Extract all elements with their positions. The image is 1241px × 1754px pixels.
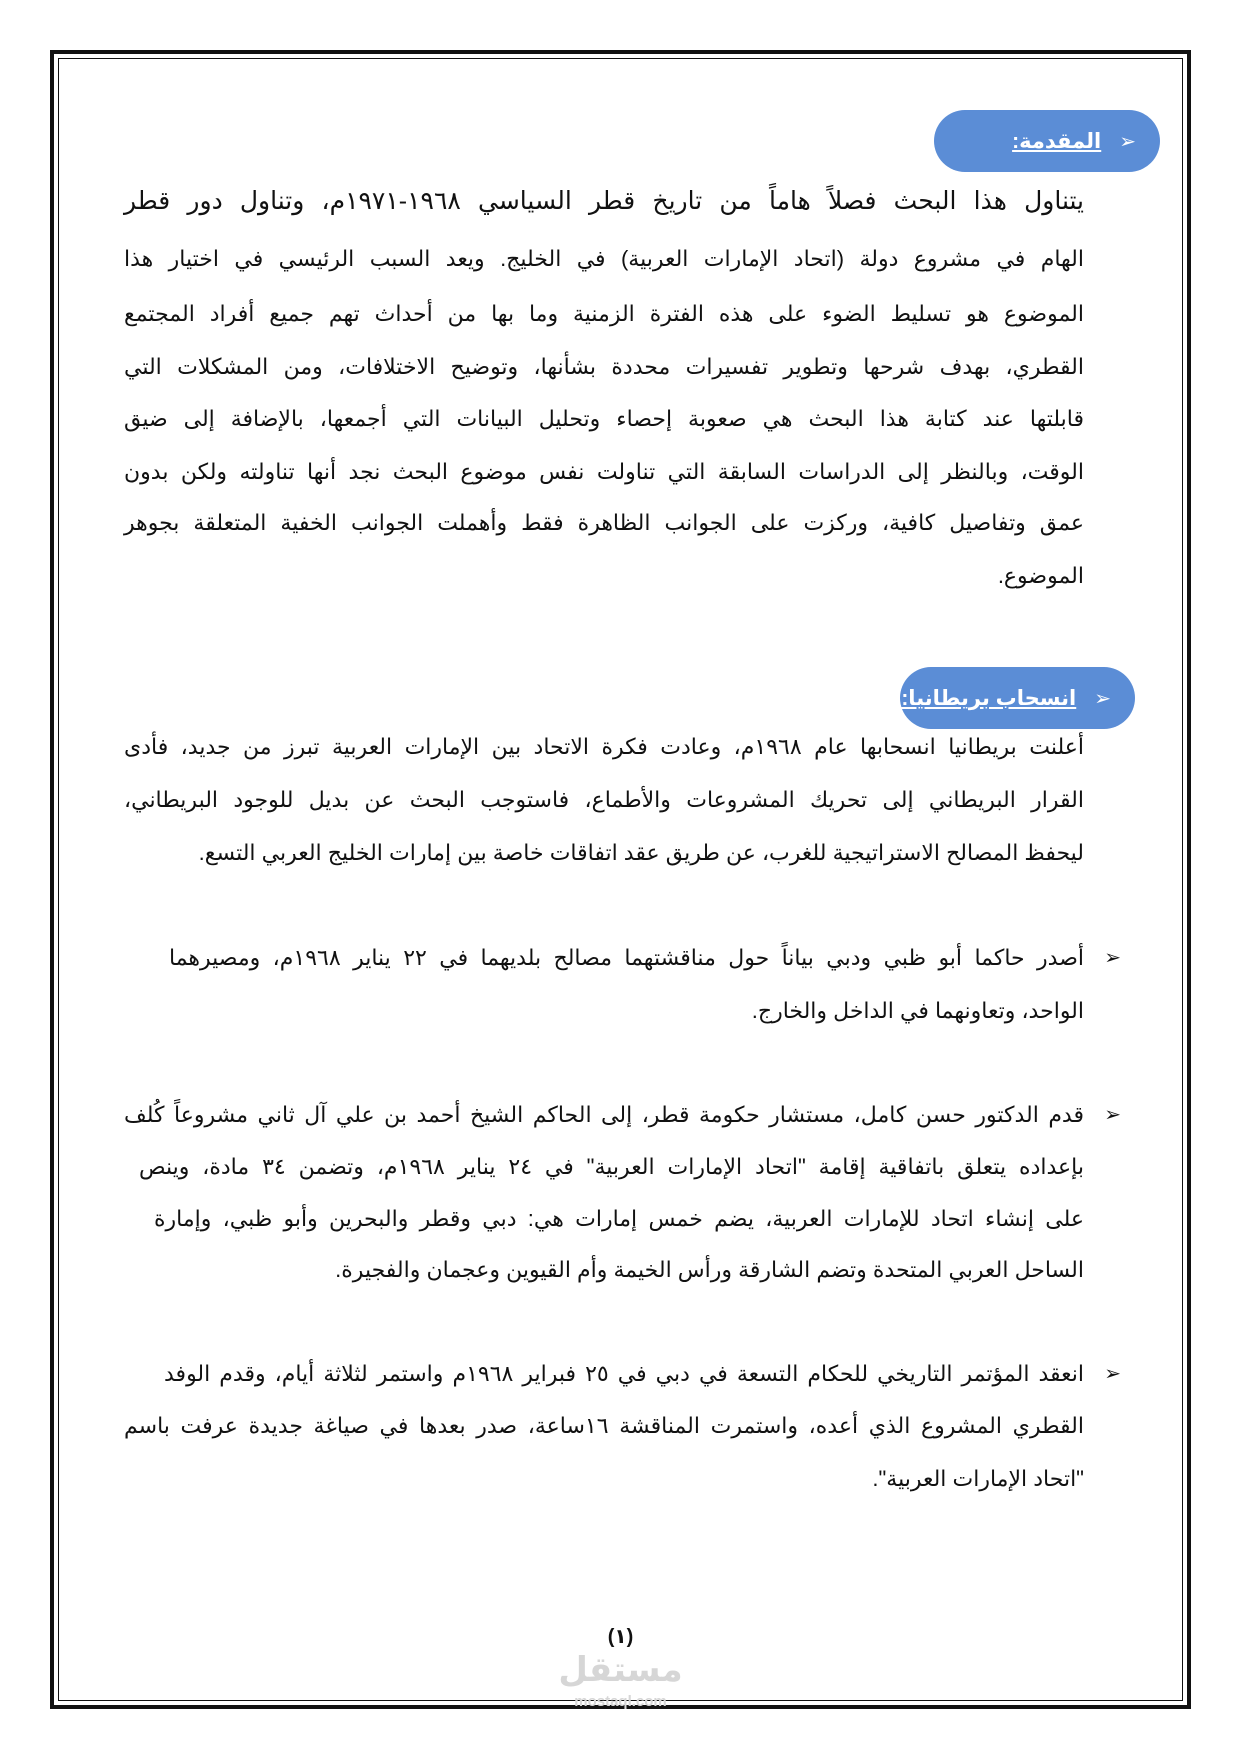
arrow-bullet-icon: ➢ xyxy=(1104,1363,1121,1385)
paragraph-line: عمق وتفاصيل كافية، وركزت على الجوانب الظاهرة فقط وأهملت الجوانب الخفية المتعلقة بجوهر xyxy=(124,510,1084,535)
arrow-bullet-icon: ➢ xyxy=(1119,130,1136,153)
heading-label: انسحاب بريطانيا: xyxy=(901,686,1077,710)
paragraph-line: الهام في مشروع دولة (اتحاد الإمارات العربية) في الخليج. ويعد السبب الرئيسي في اختيار هذا xyxy=(124,246,1084,271)
paragraph-line: يتناول هذا البحث فصلاً هاماً من تاريخ قطر السياسي ١٩٦٨-١٩٧١م، وتناول دور قطر xyxy=(124,187,1084,215)
bullet-line: على إنشاء اتحاد للإمارات العربية، يضم خمس إمارات هي: دبي وقطر والبحرين وأبو ظبي، وإمارة xyxy=(154,1206,1084,1231)
bullet-line: بإعداده يتعلق باتفاقية إقامة "اتحاد الإمارات العربية" في ٢٤ يناير ١٩٦٨م، وتضمن ٣٤ مادة، وينص xyxy=(139,1154,1084,1179)
section-heading-introduction xyxy=(934,110,1160,172)
paragraph-line: ليحفظ المصالح الاستراتيجية للغرب، عن طريق عقد اتفاقات خاصة بين إمارات الخليج العربي التسع. xyxy=(198,840,1084,865)
section-heading-british-withdrawal xyxy=(900,667,1135,729)
paragraph-line: الموضوع هو تسليط الضوء على هذه الفترة الزمنية وما بها من أحداث تهم جميع أفراد المجتمع xyxy=(124,301,1084,326)
paragraph-line: أعلنت بريطانيا انسحابها عام ١٩٦٨م، وعادت فكرة الاتحاد بين الإمارات العربية تبرز من جديد، فأدى xyxy=(124,734,1085,759)
bullet-line: انعقد المؤتمر التاريخي للحكام التسعة في دبي في ٢٥ فبراير ١٩٦٨م واستمر لثلاثة أيام، وقدم الوفد xyxy=(164,1361,1084,1386)
bullet-line: الساحل العربي المتحدة وتضم الشارقة ورأس الخيمة وأم القيوين وعجمان والفجيرة. xyxy=(335,1257,1084,1282)
bullet-line: "اتحاد الإمارات العربية". xyxy=(872,1466,1084,1491)
heading-label: المقدمة: xyxy=(1012,129,1102,153)
bullet-line: الواحد، وتعاونهما في الداخل والخارج. xyxy=(751,998,1084,1023)
paragraph-line: القطري، بهدف شرحها وتطوير تفسيرات محددة بشأنها، وتوضيح الاختلافات، ومن المشكلات التي xyxy=(124,354,1084,379)
bullet-line: القطري المشروع الذي أعده، واستمرت المناقشة ١٦ساعة، صدر بعدها في صياغة جديدة عرفت باسم xyxy=(124,1413,1084,1438)
bullet-line: أصدر حاكما أبو ظبي ودبي بياناً حول مناقشتهما مصالح بلديهما في ٢٢ يناير ١٩٦٨م، ومصيرهما xyxy=(169,945,1084,970)
bullet-line: قدم الدكتور حسن كامل، مستشار حكومة قطر، إلى الحاكم الشيخ أحمد بن علي آل ثاني مشروعاً كُلف xyxy=(124,1102,1084,1127)
arrow-bullet-icon: ➢ xyxy=(1104,1104,1121,1126)
watermark-domain: mostaql.com xyxy=(574,1693,667,1710)
arrow-bullet-icon: ➢ xyxy=(1104,947,1121,969)
watermark-logo: مستقل xyxy=(558,1651,683,1689)
paragraph-line: الموضوع. xyxy=(997,563,1084,588)
arrow-bullet-icon: ➢ xyxy=(1094,687,1111,710)
page-number: (١) xyxy=(607,1626,634,1648)
paragraph-line: الوقت، وبالنظر إلى الدراسات السابقة التي تناولت نفس موضوع البحث نجد أنها تناولته ولكن بدون xyxy=(124,459,1084,484)
paragraph-line: قابلتها عند كتابة هذا البحث هي صعوبة إحصاء وتحليل البيانات التي أجمعها، بالإضافة إلى ضيق xyxy=(124,406,1084,431)
paragraph-line: القرار البريطاني إلى تحريك المشروعات والأطماع، فاستوجب البحث عن بديل للوجود البريطاني، xyxy=(124,787,1084,812)
